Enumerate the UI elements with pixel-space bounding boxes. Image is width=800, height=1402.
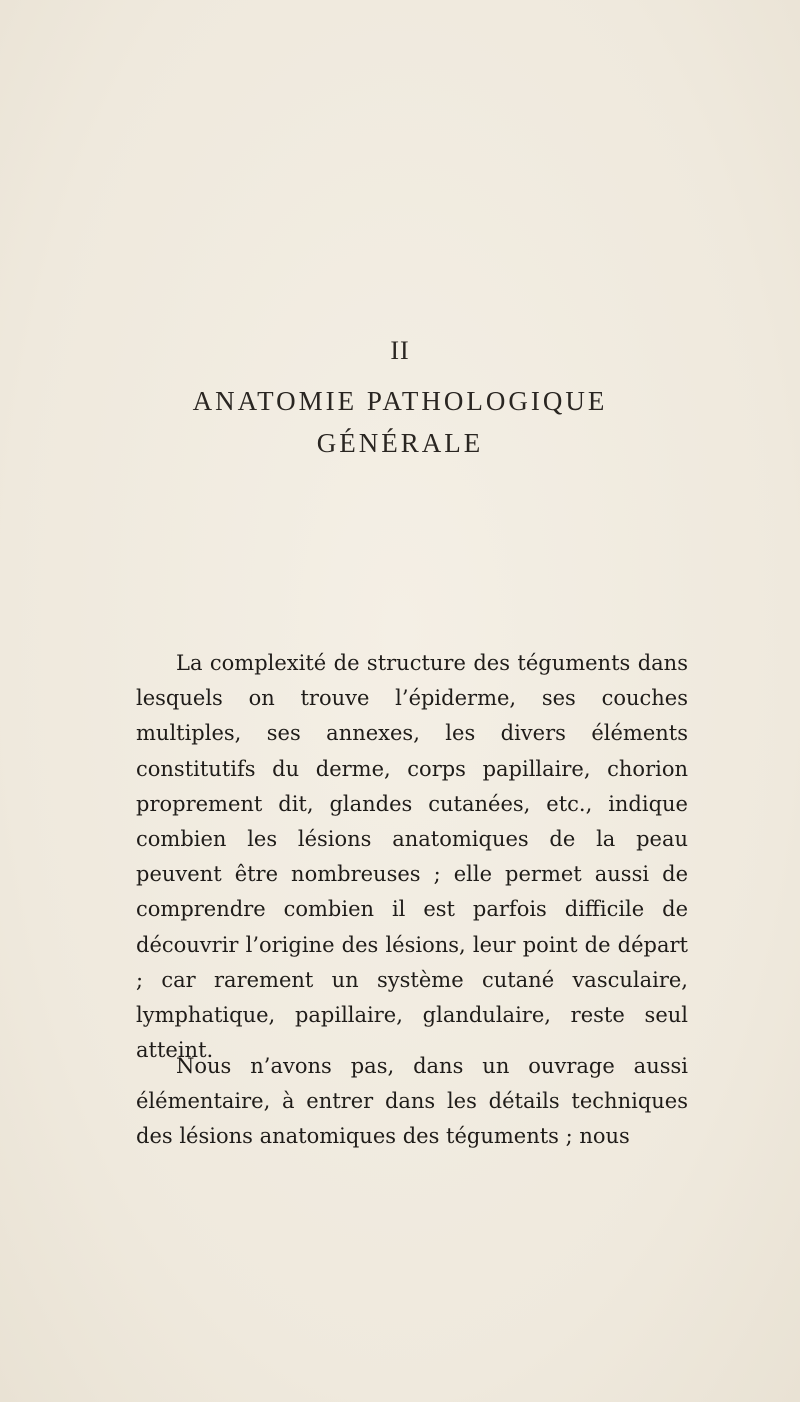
chapter-title-line-2: GÉNÉRALE — [316, 428, 484, 458]
body-paragraph: La complexité de structure des téguments dans lesquels on trouve l’épiderme, ses couches multiples, ses annexes, les divers éléments constitutifs du derme, corps papillaire, chorion proprement dit, glandes cutanées, etc., indique combien les lésions anatomiques de la peau peuvent être nombreuses ; elle permet aussi de comprendre combien il est parfois difficile de découvrir l’origine des lésions, leur point de départ ; car rarement un système cutané vasculaire, lymphatique, papillaire, glandulaire, reste seul atteint. — [136, 651, 688, 1063]
chapter-title-line-1: ANATOMIE PATHOLOGIQUE — [192, 386, 608, 416]
body-paragraph: Nous n’avons pas, dans un ouvrage aussi élémentaire, à entrer dans les détails techniques des lésions anatomiques des téguments ; nous — [136, 1054, 688, 1149]
chapter-number: II — [390, 336, 410, 365]
